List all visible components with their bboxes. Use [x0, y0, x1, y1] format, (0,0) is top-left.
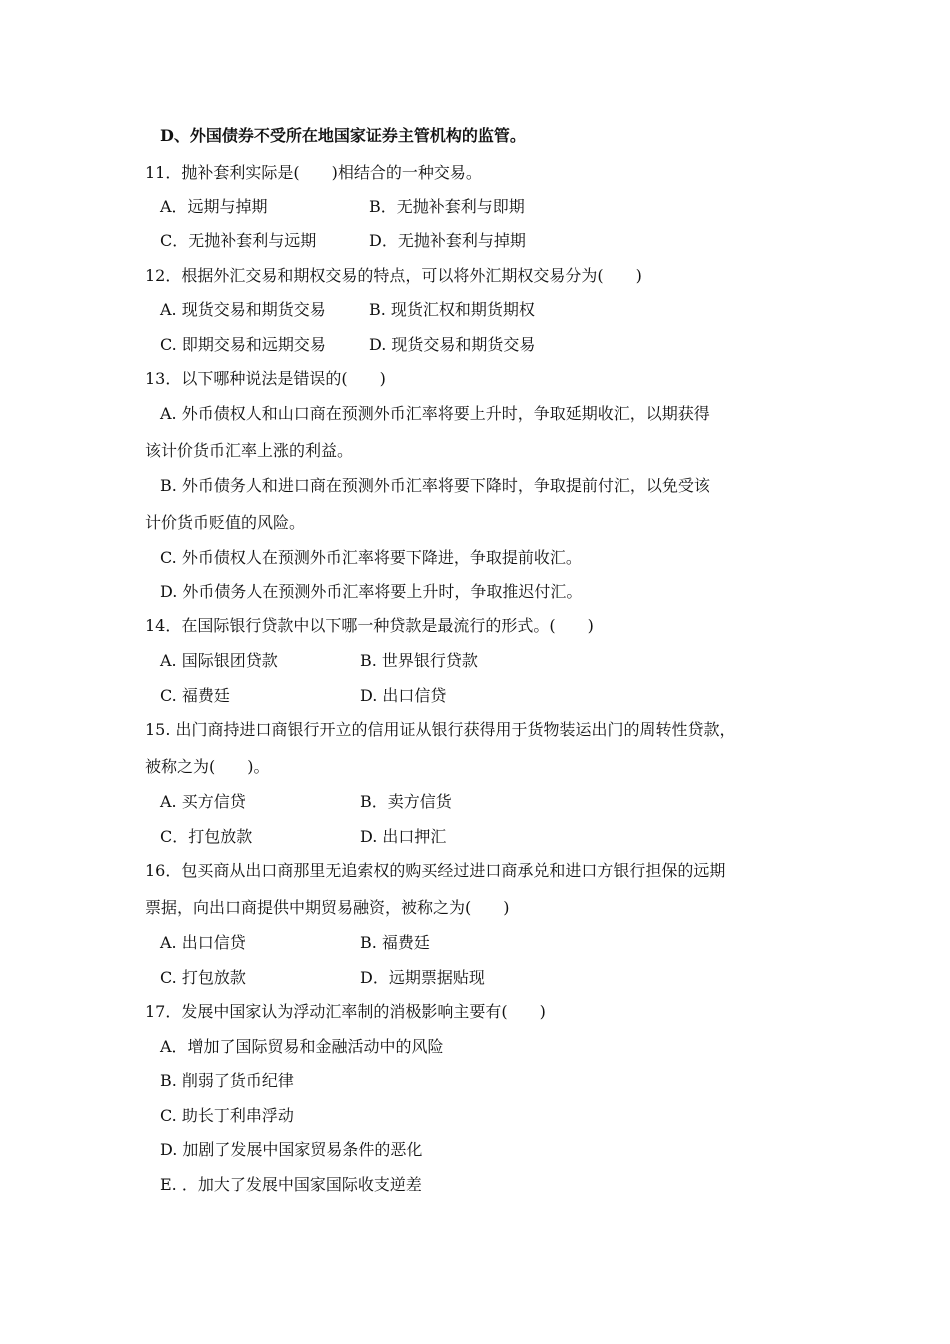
q15-option-b: B．卖方信货	[360, 792, 452, 811]
q12-option-b: B. 现货汇权和期货期权	[369, 300, 535, 319]
q12-option-a: A. 现货交易和期货交易	[160, 300, 326, 319]
q17-option-b: B. 削弱了货币纪律	[160, 1071, 294, 1090]
question-16-line1: 16．包买商从出口商那里无追索权的购买经过进口商承兑和进口方银行担保的远期	[145, 861, 726, 880]
question-11: 11．抛补套利实际是( )相结合的一种交易。	[145, 163, 482, 182]
question-15-line2: 被称之为( )。	[145, 757, 270, 776]
q11-option-a: A．远期与掉期	[160, 197, 268, 216]
q16-option-a: A. 出口信贷	[160, 933, 246, 952]
q13-option-b-line2: 计价货币贬值的风险。	[145, 513, 306, 532]
question-17: 17．发展中国家认为浮动汇率制的消极影响主要有( )	[145, 1002, 546, 1021]
q17-option-c: C. 助长丁利串浮动	[160, 1106, 294, 1125]
q15-option-d: D. 出口押汇	[360, 827, 447, 846]
q14-option-b: B. 世界银行贷款	[360, 651, 478, 670]
q13-option-d: D. 外币债务人在预测外币汇率将要上升时，争取推迟付汇。	[160, 582, 583, 601]
question-15-line1: 15. 出门商持进口商银行开立的信用证从银行获得用于货物装运出门的周转性贷款，	[145, 720, 736, 739]
q12-option-c: C. 即期交易和远期交易	[160, 335, 326, 354]
q11-option-c: C．无抛补套利与远期	[160, 231, 317, 250]
question-13: 13．以下哪种说法是错误的( )	[145, 369, 386, 388]
q16-option-d: D．远期票据贴现	[360, 968, 485, 987]
q13-option-c: C. 外币债权人在预测外币汇率将要下降进，争取提前收汇。	[160, 548, 582, 567]
option-d-q10: D、外国债券不受所在地国家证券主管机构的监管。	[160, 126, 526, 145]
q15-option-c: C．打包放款	[160, 827, 253, 846]
q15-option-a: A. 买方信贷	[160, 792, 246, 811]
q13-option-a-line2: 该计价货币汇率上涨的利益。	[145, 441, 354, 460]
q14-option-d: D. 出口信贷	[360, 686, 447, 705]
q14-option-a: A. 国际银团贷款	[160, 651, 278, 670]
q13-option-a-line1: A. 外币债权人和山口商在预测外币汇率将要上升时，争取延期收汇，以期获得	[160, 404, 710, 423]
q12-option-d: D. 现货交易和期货交易	[369, 335, 536, 354]
q13-option-b-line1: B. 外币债务人和进口商在预测外币汇率将要下降时，争取提前付汇，以免受该	[160, 476, 710, 495]
q16-option-c: C. 打包放款	[160, 968, 246, 987]
q17-option-e: E. ．加大了发展中国家国际收支逆差	[160, 1175, 422, 1194]
question-12: 12．根据外汇交易和期权交易的特点，可以将外汇期权交易分为( )	[145, 266, 642, 285]
q14-option-c: C. 福费廷	[160, 686, 230, 705]
question-16-line2: 票据，向出口商提供中期贸易融资，被称之为( )	[145, 898, 510, 917]
question-14: 14．在国际银行贷款中以下哪一种贷款是最流行的形式。( )	[145, 616, 594, 635]
q17-option-a: A．增加了国际贸易和金融活动中的风险	[160, 1037, 444, 1056]
q16-option-b: B. 福费廷	[360, 933, 430, 952]
q11-option-d: D．无抛补套利与掉期	[369, 231, 526, 250]
q11-option-b: B．无抛补套利与即期	[369, 197, 525, 216]
q17-option-d: D. 加剧了发展中国家贸易条件的恶化	[160, 1140, 423, 1159]
